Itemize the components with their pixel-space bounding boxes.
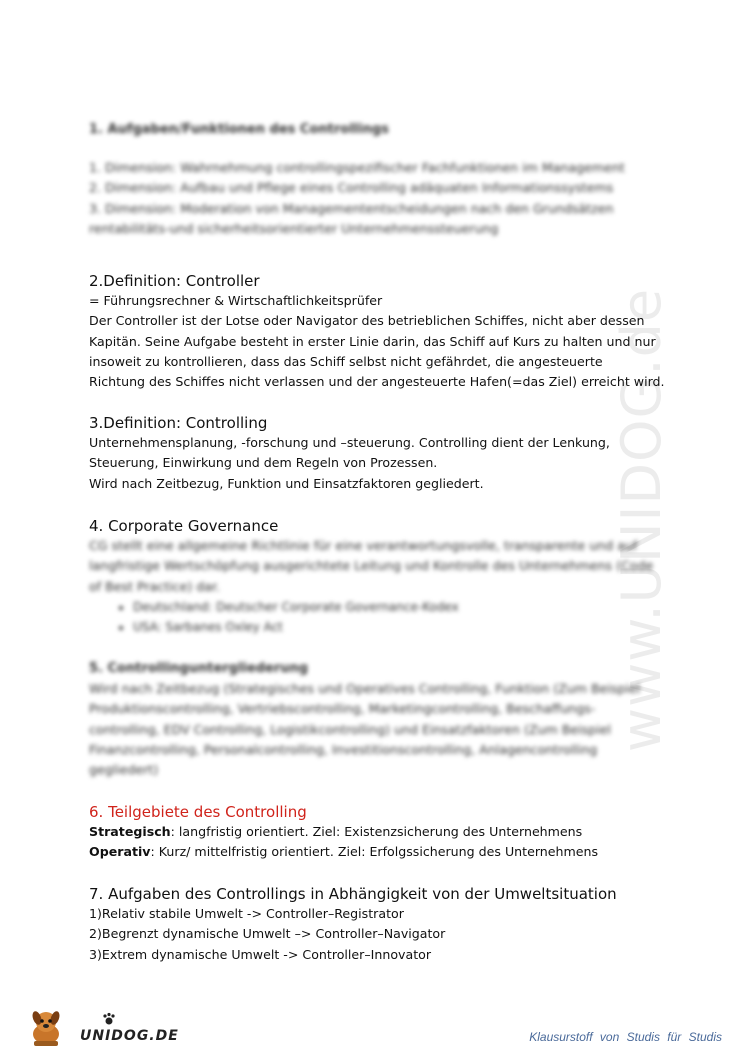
text-line: Der Controller ist der Lotse oder Navigator des betrieblichen Schiffes, nicht aber dessen	[89, 313, 645, 329]
section-heading: 3.Definition: Controlling	[89, 414, 268, 432]
section-aufgaben	[89, 120, 669, 239]
section-corporate-governance	[89, 516, 669, 637]
text-line-operativ	[89, 842, 669, 862]
text-line: 2. Dimension: Aufbau und Pflege eines Controlling adäquaten Informationssystems	[89, 180, 614, 196]
text-line: 2)Begrenzt dynamische Umwelt –> Controller–Navigator	[89, 926, 446, 942]
footer-slogan: Klausurstoff von Studis für Studis	[529, 1030, 722, 1044]
section-teilgebiete	[89, 802, 669, 863]
section-heading: 6. Teilgebiete des Controlling	[89, 803, 307, 821]
text-line: gegliedert)	[89, 762, 159, 778]
term-operativ: Operativ	[89, 844, 151, 860]
text-line: 3. Dimension: Moderation von Managemententscheidungen nach den Grundsätzen	[89, 200, 614, 216]
text-line: rentabilitäts-und sicherheitsorientierter Unternehmenssteuerung	[89, 220, 499, 236]
text-line-strategisch	[89, 822, 669, 842]
section-heading: 4. Corporate Governance	[89, 517, 279, 535]
section-heading: 1. Aufgaben/Funktionen des Controllings	[89, 122, 389, 137]
section-controller	[89, 271, 669, 392]
definition-operativ: : Kurz/ mittelfristig orientiert. Ziel: Erfolgssicherung des Unternehmens	[150, 844, 599, 860]
text-line: insoweit zu kontrollieren, dass das Schiff selbst nicht gefährdet, die angesteuerte	[89, 353, 603, 369]
term-strategisch: Strategisch	[89, 824, 171, 839]
watermark: www.UNIDOG.de	[610, 287, 673, 753]
text-line: 1. Dimension: Wahrnehmung controllingspezifischer Fachfunktionen im Management	[89, 160, 625, 175]
text-line: Finanzcontrolling, Personalcontrolling, Investitionscontrolling, Anlagencontrolling	[89, 741, 598, 757]
section-heading: 7. Aufgaben des Controllings in Abhängigkeit von der Umweltsituation	[89, 885, 617, 903]
section-heading: 5. Controllinguntergliederung	[89, 661, 309, 676]
text-line: Wird nach Zeitbezug (Strategisches und Operatives Controlling, Funktion (Zum Beispiel	[89, 681, 641, 696]
unidog-logo	[24, 1008, 179, 1048]
text-line: Richtung des Schiffes nicht verlassen und der angesteuerte Hafen(=das Ziel) erreicht wird.	[89, 374, 665, 390]
section-heading: 2.Definition: Controller	[89, 272, 260, 290]
text-line: CG stellt eine allgemeine Richtlinie für eine verantwortungsvolle, transparente und auf	[89, 538, 638, 553]
logo-text: UNIDOG.DE	[80, 1028, 179, 1044]
definition-strategisch: : langfristig orientiert. Ziel: Existenzsicherung des Unternehmens	[170, 824, 583, 839]
text-line: of Best Practice) dar.	[89, 578, 220, 594]
text-line: Unternehmensplanung, -forschung und –steuerung. Controlling dient der Lenkung,	[89, 435, 610, 450]
section-controlling	[89, 413, 669, 494]
list-item: • USA: Sarbanes Oxley Act	[133, 617, 669, 637]
text-line: Wird nach Zeitbezug, Funktion und Einsatzfaktoren gegliedert.	[89, 475, 484, 491]
text-line: controlling, EDV Controlling, Logistikcontrolling) und Einsatzfaktoren (Zum Beispiel	[89, 721, 611, 737]
text-line: 1)Relativ stabile Umwelt -> Controller–Registrator	[89, 906, 404, 921]
text-line: = Führungsrechner & Wirtschaftlichkeitsprüfer	[89, 293, 383, 308]
text-line: langfristige Wertschöpfung ausgerichtete Leitung und Kontrolle des Unternehmens (Code	[89, 558, 654, 574]
bullet-list	[89, 597, 669, 637]
section-untergliederung	[89, 659, 669, 780]
paw-icon	[102, 1012, 116, 1026]
dog-mascot-icon	[24, 1008, 68, 1048]
section-umweltsituation	[89, 884, 689, 965]
text-line: 3)Extrem dynamische Umwelt -> Controller–Innovator	[89, 946, 432, 962]
text-line: Kapitän. Seine Aufgabe besteht in erster Linie darin, das Schiff auf Kurs zu halten und nur	[89, 333, 656, 349]
text-line: Steuerung, Einwirkung und dem Regeln von Prozessen.	[89, 455, 438, 471]
text-line: Produktionscontrolling, Vertriebscontrolling, Marketingcontrolling, Beschaffungs-	[89, 701, 596, 717]
list-item: • Deutschland: Deutscher Corporate Governance-Kodex	[133, 597, 669, 617]
